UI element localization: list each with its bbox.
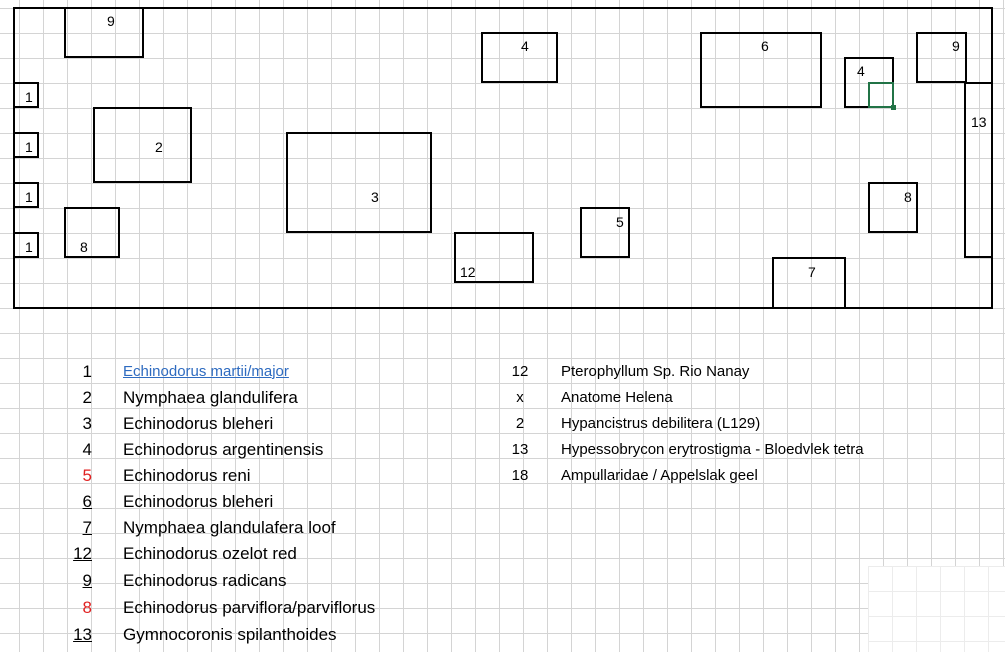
plant-box-label: 4 — [521, 38, 529, 54]
plant-number: 2 — [82, 388, 92, 407]
plant-name: Echinodorus argentinensis — [123, 440, 324, 459]
fauna-count: x — [516, 389, 524, 406]
plant-box-label: 9 — [952, 38, 960, 54]
plant-box-3 — [286, 132, 432, 233]
plant-name: Echinodorus radicans — [123, 571, 287, 590]
fauna-name: Anatome Helena — [561, 389, 673, 406]
plant-box-label: 2 — [155, 139, 163, 155]
plant-number: 7 — [82, 518, 92, 537]
plant-box-label: 13 — [971, 114, 987, 130]
plant-box-label: 1 — [25, 139, 33, 155]
plant-number: 5 — [82, 466, 92, 485]
fauna-count: 2 — [515, 415, 525, 432]
plant-number: 1 — [82, 362, 92, 381]
plant-name: Echinodorus ozelot red — [123, 544, 297, 563]
plant-box-label: 4 — [857, 63, 865, 79]
plant-box-label: 12 — [460, 264, 476, 280]
plant-box-9-top-left — [64, 7, 144, 58]
plant-box-label: 6 — [761, 38, 769, 54]
fauna-name: Ampullaridae / Appelslak geel — [561, 467, 758, 484]
plant-box-label: 7 — [808, 264, 816, 280]
fauna-name: Pterophyllum Sp. Rio Nanay — [561, 363, 750, 380]
fauna-count: 18 — [511, 467, 529, 484]
plant-box-2 — [93, 107, 192, 183]
plant-box-label: 1 — [25, 89, 33, 105]
plant-box-label: 8 — [904, 189, 912, 205]
plant-box-label: 8 — [80, 239, 88, 255]
fauna-name: Hypessobrycon erytrostigma - Bloedvlek tetra — [561, 441, 864, 458]
plant-box-13-strip — [964, 82, 993, 258]
plant-box-label: 3 — [371, 189, 379, 205]
fauna-count: 12 — [511, 363, 529, 380]
plant-name: Echinodorus bleheri — [123, 492, 274, 511]
plant-box-label: 9 — [107, 13, 115, 29]
plant-number: 12 — [73, 544, 92, 563]
plant-number: 3 — [82, 414, 92, 433]
blank-cell-region — [868, 566, 1005, 652]
plant-box-8-left — [64, 207, 120, 258]
plant-name: Nymphaea glandulafera loof — [123, 518, 336, 537]
plant-box-label: 1 — [25, 239, 33, 255]
plant-number: 4 — [82, 440, 92, 459]
plant-number: 8 — [82, 598, 92, 617]
selected-cell[interactable] — [868, 82, 894, 108]
plant-name: Echinodorus bleheri — [123, 414, 274, 433]
plant-name-link[interactable]: Echinodorus martii/major — [123, 363, 289, 380]
plant-name: Echinodorus reni — [123, 466, 251, 485]
plant-number: 13 — [73, 625, 92, 644]
plant-name: Gymnocoronis spilanthoides — [123, 625, 337, 644]
plant-box-4-center — [481, 32, 558, 83]
plant-name: Echinodorus parviflora/parviflorus — [123, 598, 376, 617]
fauna-count: 13 — [511, 441, 529, 458]
plant-name: Nymphaea glandulifera — [123, 388, 298, 407]
plant-box-label: 5 — [616, 214, 624, 230]
plant-number: 6 — [82, 492, 92, 511]
plant-box-label: 1 — [25, 189, 33, 205]
plant-number: 9 — [82, 571, 92, 590]
fauna-name: Hypancistrus debilitera (L129) — [561, 415, 761, 432]
